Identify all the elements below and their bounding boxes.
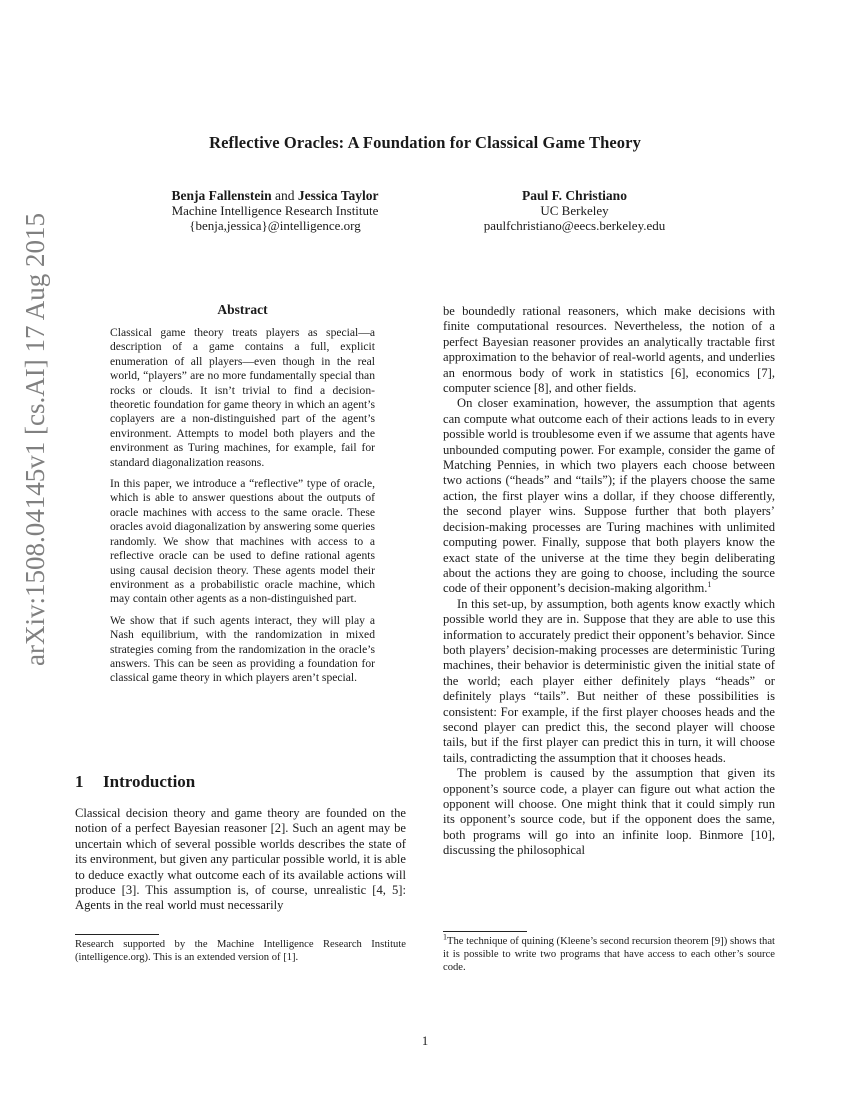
author-names-left [140, 188, 410, 203]
intro-paragraph [443, 396, 775, 596]
footnote-rule-left [75, 934, 159, 935]
author-fallenstein: Benja Fallenstein [171, 188, 272, 203]
email-berkeley: paulfchristiano@eecs.berkeley.edu [483, 218, 666, 233]
section-heading-introduction [75, 772, 195, 792]
footnote-marker: 1 [707, 580, 712, 590]
intro-paragraph: be boundedly rational reasoners, which make decisions with finite computational resources. Nevertheless, the notion of a perfect Bayesian reasoner provides an analytically tractable first approximation to the behavior of real-world agents, and underlies an enormous body of work in statistics [6], economics [7], computer science [8], and other fields. [443, 304, 775, 396]
author-taylor: Jessica Taylor [297, 188, 379, 203]
affiliation-miri: Machine Intelligence Research Institute [171, 203, 379, 218]
abstract-heading: Abstract [217, 302, 268, 317]
intro-left-column [75, 806, 406, 914]
affiliation-berkeley: UC Berkeley [540, 203, 609, 218]
footnote-text: The technique of quining (Kleene’s second recursion theorem [9]) shows that it is possible to write two programs that have access to each other’s source code. [443, 936, 775, 974]
footnote-funding: Research supported by the Machine Intelligence Research Institute (intelligence.org). This is an extended version of [1]. [75, 939, 406, 964]
abstract-paragraph: We show that if such agents interact, they will play a Nash equilibrium, with the randomization in mixed strategies coming from the randomization in the oracle’s answers. This can be seen as providing a foundation for classical game theory in which players aren’t special. [110, 613, 375, 685]
author-and: and [274, 188, 295, 203]
abstract-paragraph: Classical game theory treats players as special—a description of a game contains a full, explicit enumeration of all players—even though in the real world, “players” are no more fundamentally special than rocks or clouds. It isn’t trivial to find a decision-theoretic foundation for game theory in which an agent’s coplayers are a non-distinguished part of the agent’s environment. Attempts to model both players and the environment as Turing machines, for example, fail for standard diagonalization reasons. [110, 326, 375, 469]
section-title: Introduction [103, 772, 196, 791]
footnote-quining [443, 932, 775, 975]
footnote-rule-right [443, 931, 527, 932]
abstract-body [110, 326, 375, 693]
footnote-number: 1 [443, 932, 447, 942]
intro-paragraph: Classical decision theory and game theory are founded on the notion of a perfect Bayesian reasoner [2]. Such an agent may be uncertain which of several possible worlds describes the state of its environment, but given any particular possible world, it is able to deduce exactly what outcome each of its available actions will produce [3]. This assumption is, of course, unrealistic [4, 5]: Agents in the real world must necessarily [75, 806, 406, 913]
intro-paragraph: In this set-up, by assumption, both agents know exactly which possible world they are in. Suppose that they are able to use this information to accurately predict their opponent’s behavior. Since both players’ decision-making processes are deterministic Turing machines, their behavior is deterministic given the initial state of the world; each player either definitely plays “heads” or definitely plays “tails”. But neither of these possibilities is consistent: For example, if the first player chooses heads and the second player can predict this, the second player will choose tails, but if the first player can predict this in turn, it will choose tails, contradicting the assumption that it chooses heads. [443, 596, 775, 765]
abstract-paragraph: In this paper, we introduce a “reflective” type of oracle, which is able to answer questions about the outputs of oracle machines with access to the same oracle. These oracles avoid diagonalization by answering some queries randomly. We show that machines with access to a reflective oracle can be used to define rational agents using causal decision theory. These agents model their environment as a probabilistic oracle machine, which may contain other agents as a non-distinguished part. [110, 477, 375, 606]
arxiv-identifier: arXiv:1508.04145v1 [cs.AI] 17 Aug 2015 [20, 213, 50, 666]
intro-paragraph-text: On closer examination, however, the assumption that agents can compute what outcome each of their actions leads to in every possible world is troublesome even if we assume that agents have unbounded computing power. For example, consider the game of Matching Pennies, in which two players each choose between two actions (“heads” and “tails”); if the players choose the same action, the first player wins a dollar, if they choose differently, the second player wins. Suppose further that both players’ decision-making processes are Turing machines with unlimited computing power. Finally, suppose that both players know the exact state of the universe at the time they begin deliberating about the actions they are going to choose, including the source code of their opponent’s decision-making algorithm. [443, 396, 775, 596]
email-miri: {benja,jessica}@intelligence.org [189, 218, 361, 233]
intro-right-column [443, 304, 775, 859]
paper-title: Reflective Oracles: A Foundation for Classical Game Theory [209, 133, 641, 152]
author-christiano: Paul F. Christiano [522, 188, 627, 203]
page-number: 1 [421, 1034, 429, 1048]
author-block-left [140, 188, 410, 233]
intro-paragraph: The problem is caused by the assumption that given its opponent’s source code, a player can figure out what action the opponent will choose. One might think that it could simply run its opponent’s source code, but if the opponent does the same, both programs will go into an infinite loop. Binmore [10], discussing the philosophical [443, 766, 775, 858]
author-block-right [462, 188, 687, 233]
section-number: 1 [75, 772, 84, 791]
